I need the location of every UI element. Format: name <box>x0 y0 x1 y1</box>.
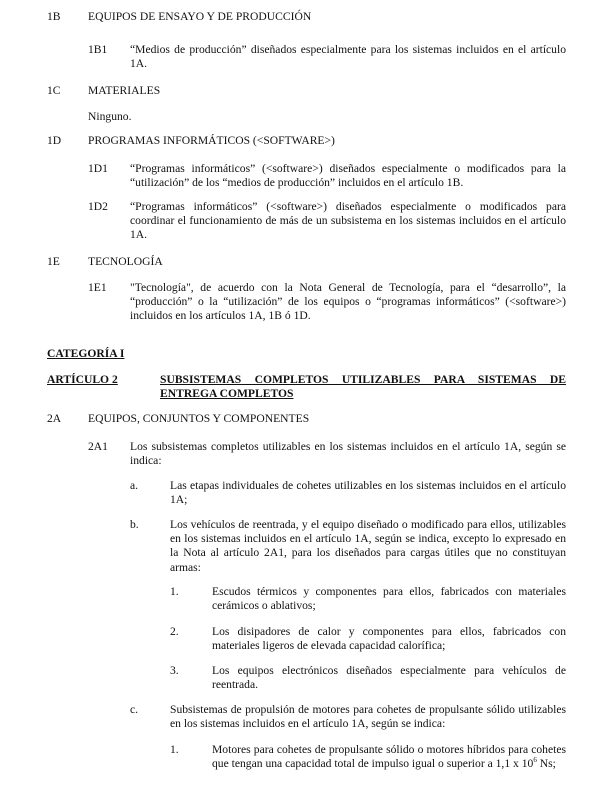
item-1d2-text: “Programas informáticos” (<software>) diseñados especialmente o modificados para coordinar el funcionamiento de más de un subsistema en los sistemas incluidos en el artículo 1A. <box>130 200 566 242</box>
category-heading: CATEGORÍA I <box>47 347 125 360</box>
section-1b-title: EQUIPOS DE ENSAYO Y DE PRODUCCIÓN <box>88 10 312 23</box>
item-1d1-code: 1D1 <box>88 162 108 175</box>
section-1d-code: 1D <box>47 134 62 147</box>
point-b2-num: 2. <box>170 625 179 638</box>
point-b2-text: Los disipadores de calor y componentes para ellos, fabricados con materiales ligeros de elevada capacidad calorífica; <box>212 625 566 653</box>
item-1d1-text: “Programas informáticos” (<software>) diseñados especialmente o modificados para la “utilización” de los “medios de producción” incluidos en el artículo 1B. <box>130 162 566 190</box>
item-1b1-text: “Medios de producción” diseñados especialmente para los sistemas incluidos en el artículo 1A. <box>130 43 566 71</box>
section-1c-title: MATERIALES <box>88 84 161 97</box>
sub-item-a-text: Las etapas individuales de cohetes utilizables en los sistemas incluidos en el artículo 1A; <box>170 479 566 507</box>
article-title: SUBSISTEMAS COMPLETOS UTILIZABLES PARA SISTEMAS DE ENTREGA COMPLETOS <box>160 373 566 401</box>
point-b3-num: 3. <box>170 664 179 677</box>
sub-item-a-letter: a. <box>130 479 139 492</box>
point-c1-text <box>212 743 566 771</box>
point-c1-text-after: Ns; <box>536 757 556 771</box>
section-1d-title: PROGRAMAS INFORMÁTICOS (<SOFTWARE>) <box>88 134 335 147</box>
section-1e-code: 1E <box>47 255 60 268</box>
section-1b-code: 1B <box>47 10 61 23</box>
point-c1-text-before: Motores para cohetes de propulsante sólido o motores híbridos para cohetes que tengan una capacidad total de impulso igual o superior a 1,1 x 10 <box>212 743 566 771</box>
section-1c-text: Ninguno. <box>88 110 132 123</box>
item-2a1-code: 2A1 <box>88 440 108 453</box>
item-1e1-text: "Tecnología", de acuerdo con la Nota General de Tecnología, para el “desarrollo”, la “producción” o la “utilización” de los equipos o “programas informáticos” (<software>) incluidos en los artículos 1A, 1B ó 1D. <box>130 281 566 323</box>
point-c1-exponent: 6 <box>533 756 537 765</box>
item-2a1-text: Los subsistemas completos utilizables en los sistemas incluidos en el artículo 1A, según se indica: <box>130 440 566 468</box>
sub-item-c-text: Subsistemas de propulsión de motores para cohetes de propulsante sólido utilizables en los sistemas incluidos en el artículo 1A, según se indica: <box>170 703 566 731</box>
point-b3-text: Los equipos electrónicos diseñados especialmente para vehículos de reentrada. <box>212 664 566 692</box>
item-1b1-code: 1B1 <box>88 43 108 56</box>
item-1e1-code: 1E1 <box>88 281 107 294</box>
sub-item-c-letter: c. <box>130 703 139 716</box>
section-2a-title: EQUIPOS, CONJUNTOS Y COMPONENTES <box>88 412 310 425</box>
point-b1-num: 1. <box>170 585 179 598</box>
point-c1-num: 1. <box>170 743 179 756</box>
sub-item-b-text: Los vehículos de reentrada, y el equipo diseñado o modificado para ellos, utilizables en los sistemas incluidos en el artículo 1A, según se indica, excepto lo expresado en la Nota al artículo 2A1, para los diseñados para cargas útiles que no constituyan armas: <box>170 518 566 574</box>
sub-item-b-letter: b. <box>130 518 139 531</box>
section-1c-code: 1C <box>47 84 61 97</box>
section-1e-title: TECNOLOGÍA <box>88 255 163 268</box>
article-label: ARTÍCULO 2 <box>47 373 118 386</box>
item-1d2-code: 1D2 <box>88 200 108 213</box>
point-b1-text: Escudos térmicos y componentes para ellos, fabricados con materiales cerámicos o ablativos; <box>212 585 566 613</box>
section-2a-code: 2A <box>47 412 62 425</box>
